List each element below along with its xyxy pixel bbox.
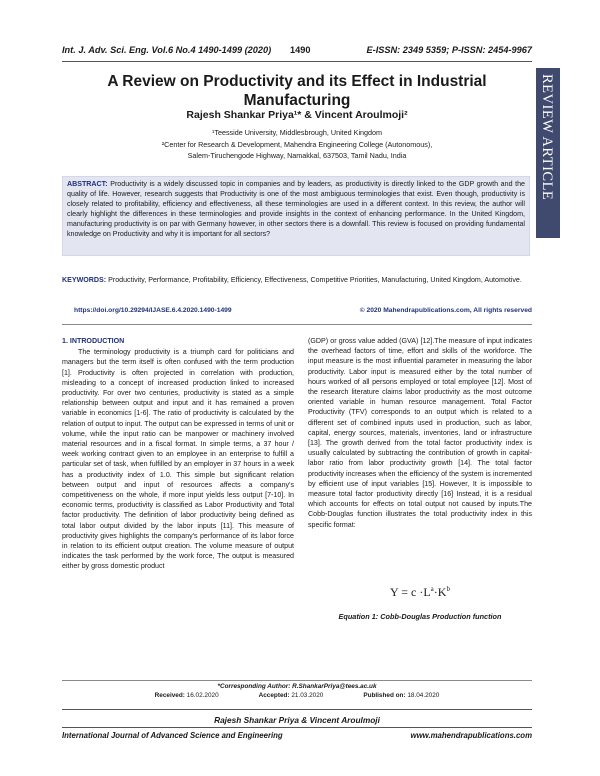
corresponding-author: *Corresponding Author: R.ShankarPriya@tees.ac.uk <box>217 683 377 690</box>
title-line-2: Manufacturing <box>243 92 351 109</box>
article-type-tab <box>536 68 560 238</box>
accepted-date: Accepted: 21.03.2020 <box>258 692 324 699</box>
formula-exp-b: b <box>446 585 450 593</box>
article-type-label: REVIEW ARTICLE <box>539 74 555 201</box>
keywords-text: Productivity, Performance, Profitability, Efficiency, Effectiveness, Competitive Priorities, Manufacturing, United Kingdom, Automotive. <box>106 276 522 284</box>
section-divider <box>62 324 532 325</box>
title-line-1: A Review on Productivity and its Effect in Industrial <box>107 73 487 90</box>
body-column-right <box>308 336 532 576</box>
footer-authors: Rajesh Shankar Priya & Vincent Aroulmoji <box>214 715 380 725</box>
intro-paragraph-1: The terminology productivity is a triumph card for politicians and managers but the term itself is often confused with the term production [1]. Productivity is often projected in correlation with production, misleading to a concept of increased production linked to increased productivity. For over two centuries, productivity is stated as a simple relationship between output and input and it has remained a proven variable in economics [1-6]. The ratio of productivity is calculated by the relation of output to input. The output can be expressed in terms of unit or volume, while the input ratio can be manpower or machinery involved material resources and in a fiscal format. In simple terms, a 37 hour / week working contract given to an employee in an enterprise to fulfill a particular set of task, when fulfilled by an employer in 37 hours in a week has a productivity index of 1.0. This simple but significant relation between output and input of resources affects a company's competitiveness on the whole, if more input yields less output [7-10]. In economic terms, productivity is classified as Labor Productivity and Total factor productivity. The definition of labor productivity being defined as total labor output divided by the labor inputs [11]. This measure of productivity gives highlights the company's performance of its labor force in relation to its efficient output creation. The volume measure of output indicates the task performed by the work force, The output is measured either by gross domestic product <box>62 348 294 571</box>
doi-row <box>62 307 532 314</box>
affiliation-1: ¹Teesside University, Middlesbrough, United Kingdom <box>211 128 383 137</box>
page-number: 1490 <box>290 45 311 55</box>
affiliation-2: ²Center for Research & Development, Mahendra Engineering College (Autonomous), <box>161 139 433 149</box>
formula-lhs: Y = c ·L <box>390 585 431 599</box>
footer-row <box>62 731 532 740</box>
abstract-label: ABSTRACT: <box>67 180 108 188</box>
footer-divider <box>62 680 532 681</box>
publication-dates <box>62 692 532 699</box>
formula-mid: ·K <box>433 585 447 599</box>
keywords <box>62 275 532 286</box>
footer-journal-name: International Journal of Advanced Science and Engineering <box>62 731 283 740</box>
affiliations <box>62 127 532 162</box>
section-heading: 1. INTRODUCTION <box>62 337 125 345</box>
affiliation-3: Salem-Tiruchengode Highway, Namakkal, 637503, Tamil Nadu, India <box>187 151 407 160</box>
header-divider <box>62 61 532 62</box>
published-date: Published on: 18.04.2020 <box>363 692 440 699</box>
keywords-label: KEYWORDS: <box>62 276 107 284</box>
equation-caption: Equation 1: Cobb-Douglas Production function <box>338 612 502 621</box>
bottom-divider <box>62 709 532 710</box>
formula-exp-a: a <box>430 585 434 593</box>
abstract-text: Productivity is a widely discussed topic in companies and by leaders, as productivity is directly linked to the GDP growth and the quality of life. However, research suggests that Productivity is one of the most ambiguous terminologies that exist. Even though, productivity is closely related to profitability, efficiency and effectiveness, all these terminologies are used in a different context. In this review, the author will clearly highlight the differences in these terminologies and provide insights in the context of enhancing performance. In the United Kingdom, manufacturing productivity is on par with Germany however, in other sectors there is a downfall. This review is focused on providing fundamental knowledge on Productivity and why it is important for all sectors? <box>67 180 525 239</box>
received-date: Received: 16.02.2020 <box>154 692 219 699</box>
issn: E-ISSN: 2349 5359; P-ISSN: 2454-9967 <box>366 45 532 55</box>
abstract-box <box>62 176 530 256</box>
paper-title <box>62 72 532 110</box>
running-header <box>62 45 532 55</box>
cobb-douglas-formula <box>308 585 532 600</box>
copyright: © 2020 Mahendrapublications.com, All rights reserved <box>359 307 532 314</box>
author-list: Rajesh Shankar Priya¹* & Vincent Aroulmoji² <box>186 109 408 121</box>
intro-paragraph-2: (GDP) or gross value added (GVA) [12].The measure of input indicates the overhead factors of time, effort and skills of the workforce. The input measure is the most influential parameter in measuring the labor productivity. Labor input is measured either by the total number of hours worked of all persons employed or total employee [12]. Most of the research literature claims labor productivity as the most outcome oriented variable in human resource management. Total Factor Productivity (TFV) corresponds to an output which is related to a different set of combined inputs used in production, such as labor, capital, energy sources, materials, inventories, land or infrastructure [13]. The growth derived from the total factor productivity index is usually calculated by subtracting the contribution of growth in capital-labor ratio from labor productivity growth [14]. The total factor productivity increases when the efficiency of the system is incremented by efficient use of input variables [15]. However, It is impossible to measure total factor productivity directly [16] Instead, it is a residual which accounts for effects on total output not caused by inputs.The Cobb-Douglas function illustrates the total productivity index in this specific format: <box>308 337 532 529</box>
doi-link[interactable]: https://doi.org/10.29294/IJASE.6.4.2020.1490-1499 <box>74 307 232 314</box>
footer-website[interactable]: www.mahendrapublications.com <box>410 731 532 740</box>
body-column-left <box>62 336 294 676</box>
bottom-divider-2 <box>62 727 532 728</box>
journal-citation: Int. J. Adv. Sci. Eng. Vol.6 No.4 1490-1499 (2020) <box>62 45 272 55</box>
